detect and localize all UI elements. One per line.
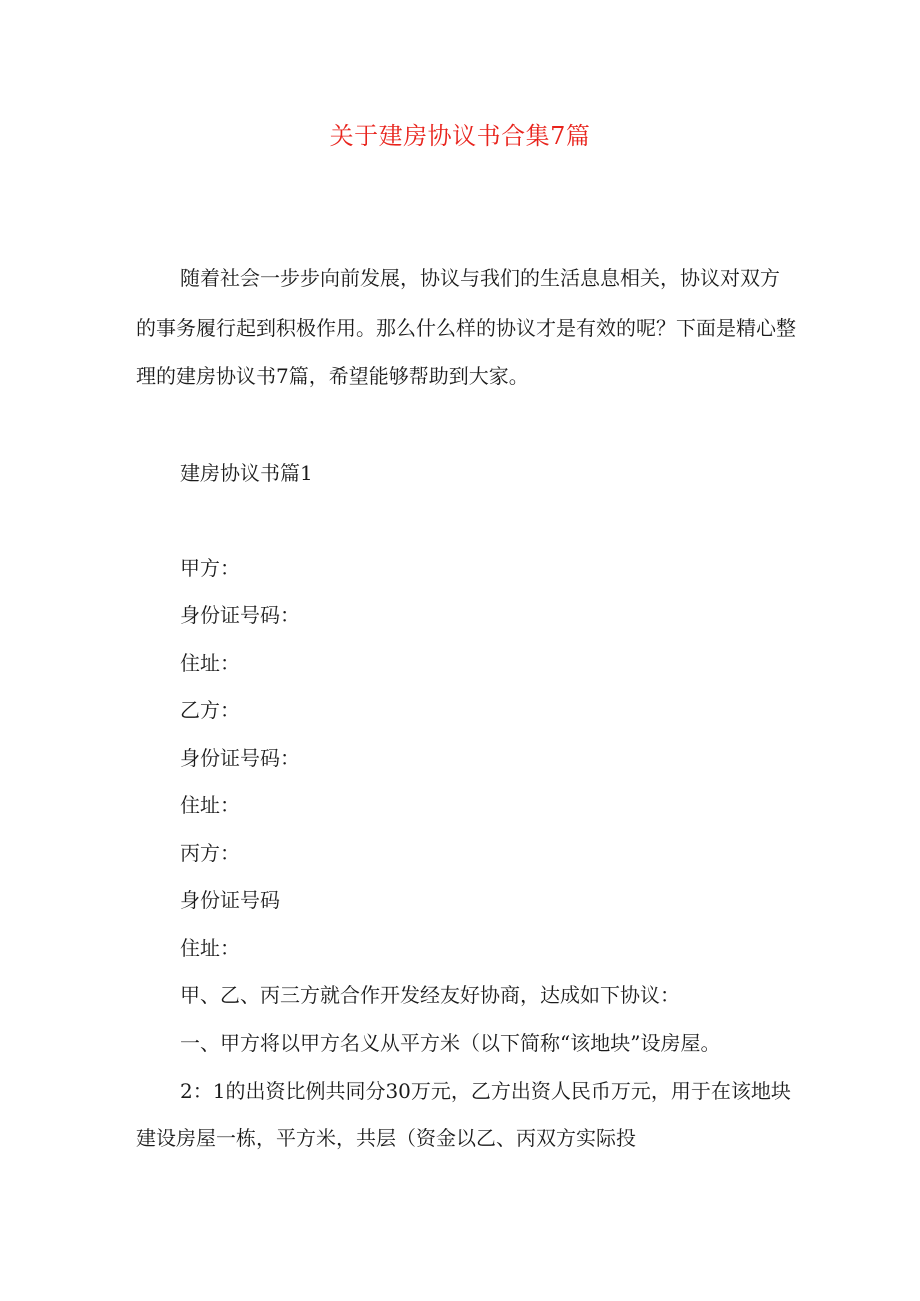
clause-2-line-2: 建设房屋一栋，平方米，共层（资金以乙、丙双方实际投	[136, 1126, 636, 1150]
party-a-address-label: 住址：	[180, 651, 240, 675]
party-b-label: 乙方：	[180, 698, 240, 722]
clause-2-line-1: 2：1的出资比例共同分30万元，乙方出资人民币万元，用于在该地块	[180, 1079, 791, 1103]
party-b-address-label: 住址：	[180, 793, 240, 817]
party-c-id-label: 身份证号码	[180, 888, 280, 912]
party-a-label: 甲方：	[180, 556, 240, 580]
intro-line-2: 的事务履行起到积极作用。那么什么样的协议才是有效的呢？下面是精心整	[136, 316, 796, 340]
section-heading: 建房协议书篇1	[180, 461, 313, 485]
document-title: 关于建房协议书合集7篇	[329, 122, 591, 150]
party-c-label: 丙方：	[180, 841, 240, 865]
party-a-id-label: 身份证号码：	[180, 603, 300, 627]
intro-line-1: 随着社会一步步向前发展，协议与我们的生活息息相关，协议对双方	[180, 266, 780, 290]
party-b-id-label: 身份证号码：	[180, 746, 300, 770]
agreement-intro: 甲、乙、丙三方就合作开发经友好协商，达成如下协议：	[180, 983, 680, 1007]
intro-line-3: 理的建房协议书7篇，希望能够帮助到大家。	[136, 364, 529, 388]
clause-1: 一、甲方将以甲方名义从平方米（以下简称“该地块”设房屋。	[180, 1031, 721, 1055]
party-c-address-label: 住址：	[180, 936, 240, 960]
